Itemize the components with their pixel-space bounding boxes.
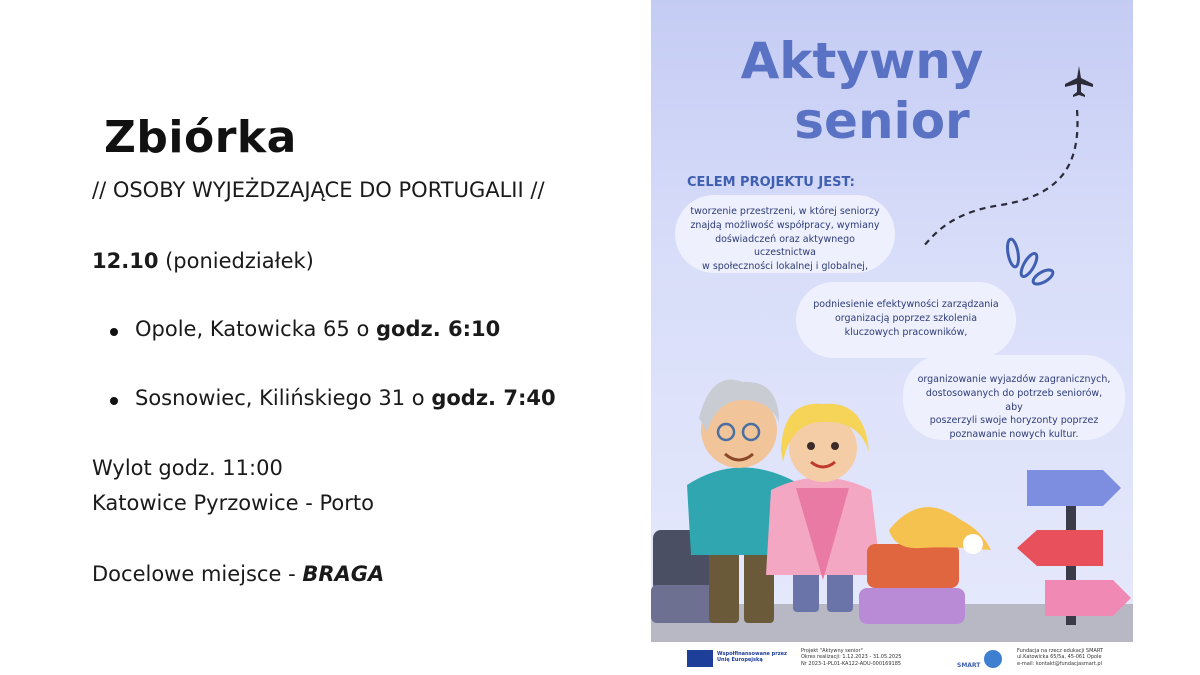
- poster-title-line2: senior: [794, 92, 970, 150]
- eu-flag-icon: [687, 650, 713, 667]
- destination-label: Docelowe miejsce -: [92, 562, 303, 586]
- luggage-stack-icon: [859, 507, 991, 624]
- date-value: 12.10: [92, 249, 159, 273]
- plane-path-illustration: [911, 55, 1111, 255]
- list-item: [110, 317, 500, 341]
- goal-heading: CELEM PROJEKTU JEST:: [687, 175, 855, 190]
- goal-line: poszerzyli swoje horyzonty poprzez: [929, 415, 1099, 427]
- project-poster: [651, 0, 1133, 675]
- signpost-icon: [1017, 470, 1131, 625]
- goal-line: organizowanie wyjazdów zagranicznych,: [917, 374, 1111, 385]
- flight-path-dashes: [923, 110, 1077, 247]
- flight-route: Katowice Pyrzowice - Porto: [92, 491, 374, 515]
- footer-line: ul.Katowicka 65/5a, 45-061 Opole: [1017, 654, 1102, 661]
- project-info-text: [801, 648, 901, 667]
- stop-time: godz. 7:40: [431, 386, 556, 410]
- goal-line: dostosowanych do potrzeb seniorów, aby: [925, 387, 1103, 413]
- footer-line: Nr 2023-1-PL01-KA122-ADU-000169185: [801, 660, 902, 667]
- goal-line: tworzenie przestrzeni, w której seniorzy: [690, 206, 880, 217]
- stop-place: Sosnowiec, Kilińskiego 31 o: [135, 386, 432, 410]
- grandma-figure: [766, 404, 881, 612]
- slide-title: Zbiórka: [104, 112, 297, 163]
- goal-line: poznawanie nowych kultur.: [949, 429, 1079, 441]
- goal-line: organizacją poprzez szkolenia: [834, 312, 978, 324]
- footer-line: Projekt "Aktywny senior": [801, 648, 863, 654]
- list-item: [110, 386, 556, 410]
- poster-title-line1: Aktywny: [740, 32, 984, 90]
- destination-line: [92, 562, 384, 586]
- footer-line: Fundacja na rzecz edukacji SMART: [1017, 648, 1103, 654]
- senior-couple-illustration: [651, 370, 1133, 640]
- footer-line: Współfinansowane przez: [717, 651, 787, 657]
- date-weekday: (poniedziałek): [158, 249, 314, 273]
- goal-bubble: [675, 195, 895, 273]
- stop-time: godz. 6:10: [375, 317, 501, 341]
- footer-line: Okres realizacji: 1.12.2023 - 31.05.2025: [801, 654, 902, 661]
- smart-logo: [957, 648, 1003, 670]
- goal-line: znajdą możliwość współpracy, wymiany: [690, 219, 880, 231]
- airplane-icon: [1065, 66, 1093, 97]
- goal-line: doświadczeń oraz aktywnego uczestnictwa: [715, 233, 855, 259]
- slide-subtitle: // OSOBY WYJEŻDZAJĄCE DO PORTUGALII //: [92, 178, 545, 202]
- decor-ovals: [1001, 235, 1061, 295]
- goal-line: podniesienie efektywności zarządzania: [813, 299, 999, 310]
- footer-line: Unię Europejską: [717, 657, 763, 664]
- foundation-info-text: [1017, 648, 1103, 667]
- smart-logo-text: SMART: [957, 662, 981, 669]
- flight-time: Wylot godz. 11:00: [92, 456, 283, 480]
- goal-line: w społeczności lokalnej i globalnej,: [702, 261, 868, 273]
- footer-line: e-mail: kontakt@fundacjasmart.pl: [1017, 660, 1102, 667]
- meeting-date: [92, 249, 314, 273]
- goal-line: kluczowych pracowników,: [844, 326, 968, 338]
- destination-value: BRAGA: [302, 562, 385, 586]
- eu-funding-text: [717, 651, 787, 664]
- goal-bubble: [796, 282, 1016, 358]
- stop-place: Opole, Katowicka 65 o: [135, 317, 376, 341]
